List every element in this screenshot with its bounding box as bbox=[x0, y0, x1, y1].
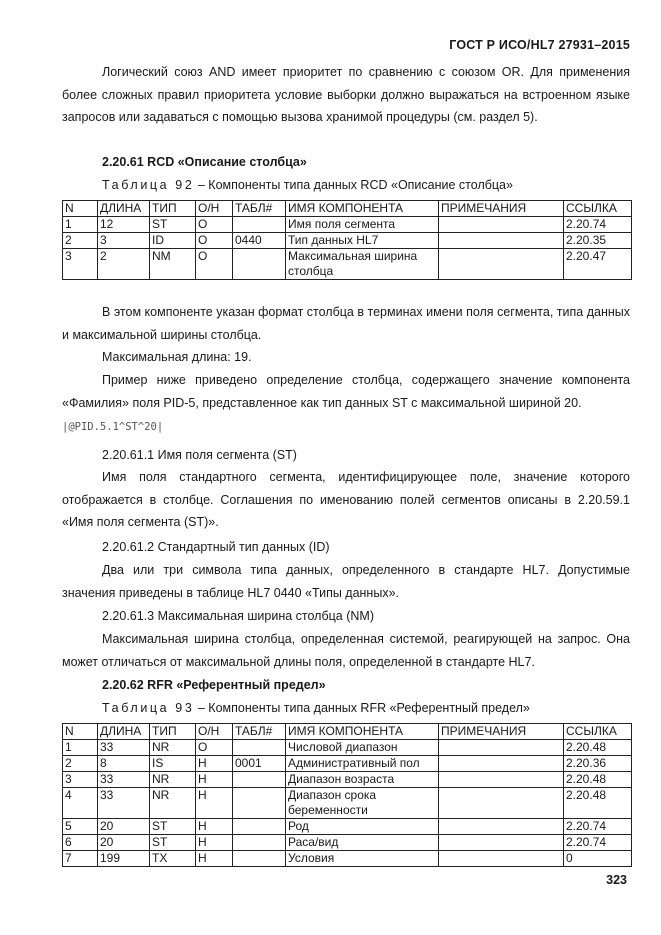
table-cell bbox=[233, 217, 286, 233]
subsection-heading-6102: 2.20.61.2 Стандартный тип данных (ID) bbox=[102, 540, 330, 554]
table-row bbox=[63, 772, 632, 788]
table-row bbox=[63, 756, 632, 772]
table-cell bbox=[439, 249, 564, 280]
col-header: N bbox=[63, 201, 98, 217]
table-cell bbox=[439, 819, 564, 835]
table-cell: Н bbox=[196, 835, 233, 851]
table-93-header-row bbox=[63, 724, 632, 740]
table-cell bbox=[439, 233, 564, 249]
table-cell: 2.20.74 bbox=[564, 835, 632, 851]
table-cell: NR bbox=[150, 788, 196, 819]
table-cell: Имя поля сегмента bbox=[286, 217, 439, 233]
table-cell: Административный пол bbox=[286, 756, 439, 772]
col-header: ССЫЛКА bbox=[564, 201, 632, 217]
table-cell: 2 bbox=[63, 756, 98, 772]
table-92-caption-label: Таблица 92 bbox=[102, 178, 195, 192]
table-row bbox=[63, 835, 632, 851]
table-cell: NR bbox=[150, 772, 196, 788]
paragraph-example: Пример ниже приведено определение столбца, содержащего значение компонента «Фамилия» поля PID-5, представленное как тип данных ST с максимальной шириной 20. bbox=[62, 373, 630, 410]
table-cell: 3 bbox=[63, 249, 98, 280]
table-cell: O bbox=[196, 217, 233, 233]
table-cell: 3 bbox=[63, 772, 98, 788]
table-cell: 5 bbox=[63, 819, 98, 835]
table-cell bbox=[233, 740, 286, 756]
col-header: ИМЯ КОМПОНЕНТА bbox=[286, 201, 439, 217]
table-cell: IS bbox=[150, 756, 196, 772]
table-cell: Условия bbox=[286, 851, 439, 867]
table-cell: 2.20.48 bbox=[564, 740, 632, 756]
table-cell: Диапазон срока беременности bbox=[286, 788, 439, 819]
table-row bbox=[63, 788, 632, 819]
table-cell bbox=[233, 835, 286, 851]
col-header: N bbox=[63, 724, 98, 740]
section-heading-rfr: 2.20.62 RFR «Референтный предел» bbox=[102, 678, 326, 692]
col-header: ИМЯ КОМПОНЕНТА bbox=[286, 724, 439, 740]
table-92-caption-text: – Компоненты типа данных RCD «Описание столбца» bbox=[194, 178, 513, 192]
table-92 bbox=[62, 200, 632, 280]
table-93-caption-text: – Компоненты типа данных RFR «Референтный предел» bbox=[194, 701, 530, 715]
table-93-caption bbox=[102, 701, 530, 715]
paragraph-max-length: Максимальная длина: 19. bbox=[102, 350, 252, 364]
table-cell: 3 bbox=[98, 233, 150, 249]
table-cell: 0440 bbox=[233, 233, 286, 249]
table-cell bbox=[439, 217, 564, 233]
col-header: ПРИМЕЧАНИЯ bbox=[439, 201, 564, 217]
table-cell: O bbox=[196, 233, 233, 249]
table-cell: Максимальная ширина столбца bbox=[286, 249, 439, 280]
intro-paragraph: Логический союз AND имеет приоритет по сравнению с союзом OR. Для применения более сложных правил приоритета условие выборки должно выражаться на встроенном языке запросов или задаваться с помощью вызова хранимой процедуры (см. раздел 5). bbox=[62, 65, 630, 124]
table-row bbox=[63, 740, 632, 756]
table-cell: Н bbox=[196, 851, 233, 867]
table-92-header-row bbox=[63, 201, 632, 217]
table-cell: 20 bbox=[98, 835, 150, 851]
table-cell: 2 bbox=[98, 249, 150, 280]
subsection-text-6103: Максимальная ширина столбца, определенная системой, реагирующей на запрос. Она может отличаться от максимальной длины поля, определенной в стандарте HL7. bbox=[62, 632, 630, 669]
table-cell: NM bbox=[150, 249, 196, 280]
table-cell: 1 bbox=[63, 217, 98, 233]
table-cell bbox=[233, 788, 286, 819]
table-row bbox=[63, 819, 632, 835]
subsection-text-6101: Имя поля стандартного сегмента, идентифицирующее поле, значение которого отображается в столбце. Соглашения по именованию полей сегментов описаны в 2.20.59.1 «Имя поля сегмента (ST)». bbox=[62, 470, 630, 529]
col-header: ДЛИНА bbox=[98, 201, 150, 217]
table-cell: 2.20.47 bbox=[564, 249, 632, 280]
page-number: 323 bbox=[606, 873, 627, 887]
table-cell: ST bbox=[150, 819, 196, 835]
table-cell bbox=[233, 819, 286, 835]
table-cell: Род bbox=[286, 819, 439, 835]
table-cell: Н bbox=[196, 788, 233, 819]
table-row bbox=[63, 217, 632, 233]
table-92-caption bbox=[102, 178, 513, 192]
table-cell bbox=[439, 756, 564, 772]
table-cell: 0001 bbox=[233, 756, 286, 772]
table-cell bbox=[439, 851, 564, 867]
table-cell: ST bbox=[150, 835, 196, 851]
table-cell: 199 bbox=[98, 851, 150, 867]
col-header: ТАБЛ# bbox=[233, 724, 286, 740]
table-cell: 6 bbox=[63, 835, 98, 851]
table-cell: Тип данных HL7 bbox=[286, 233, 439, 249]
table-row bbox=[63, 233, 632, 249]
subsection-heading-6103: 2.20.61.3 Максимальная ширина столбца (NM) bbox=[102, 609, 374, 623]
table-cell bbox=[233, 772, 286, 788]
table-cell: 1 bbox=[63, 740, 98, 756]
col-header: ТИП bbox=[150, 201, 196, 217]
table-cell: 12 bbox=[98, 217, 150, 233]
table-cell: 2.20.74 bbox=[564, 217, 632, 233]
table-cell: ST bbox=[150, 217, 196, 233]
subsection-heading-6101: 2.20.61.1 Имя поля сегмента (ST) bbox=[102, 448, 297, 462]
table-cell bbox=[439, 740, 564, 756]
table-cell: 2.20.35 bbox=[564, 233, 632, 249]
table-cell: Числовой диапазон bbox=[286, 740, 439, 756]
table-cell: Н bbox=[196, 772, 233, 788]
table-cell: 33 bbox=[98, 740, 150, 756]
col-header: О/Н bbox=[196, 201, 233, 217]
table-cell: 33 bbox=[98, 788, 150, 819]
document-header: ГОСТ Р ИСО/HL7 27931–2015 bbox=[449, 38, 630, 52]
table-cell: Раса/вид bbox=[286, 835, 439, 851]
paragraph-format: В этом компоненте указан формат столбца в терминах имени поля сегмента, типа данных и максимальной ширины столбца. bbox=[62, 305, 630, 342]
table-cell: NR bbox=[150, 740, 196, 756]
table-93-caption-label: Таблица 93 bbox=[102, 701, 195, 715]
col-header: ТИП bbox=[150, 724, 196, 740]
table-93 bbox=[62, 723, 632, 867]
table-cell: 2.20.48 bbox=[564, 788, 632, 819]
col-header: ДЛИНА bbox=[98, 724, 150, 740]
table-row bbox=[63, 249, 632, 280]
subsection-text-6102: Два или три символа типа данных, определенного в стандарте HL7. Допустимые значения приведены в таблице HL7 0440 «Типы данных». bbox=[62, 563, 630, 600]
table-cell: 7 bbox=[63, 851, 98, 867]
table-cell: O bbox=[196, 249, 233, 280]
table-cell: O bbox=[196, 740, 233, 756]
col-header: ПРИМЕЧАНИЯ bbox=[439, 724, 564, 740]
col-header: ССЫЛКА bbox=[564, 724, 632, 740]
table-cell: 20 bbox=[98, 819, 150, 835]
table-cell: 2 bbox=[63, 233, 98, 249]
table-cell bbox=[439, 788, 564, 819]
table-cell: Н bbox=[196, 819, 233, 835]
table-cell: 2.20.48 bbox=[564, 772, 632, 788]
table-cell: Диапазон возраста bbox=[286, 772, 439, 788]
col-header: О/Н bbox=[196, 724, 233, 740]
example-code: |@PID.5.1^ST^20| bbox=[62, 421, 164, 433]
table-cell bbox=[439, 772, 564, 788]
table-cell bbox=[233, 851, 286, 867]
col-header: ТАБЛ# bbox=[233, 201, 286, 217]
table-cell: 0 bbox=[564, 851, 632, 867]
section-heading-rcd: 2.20.61 RCD «Описание столбца» bbox=[102, 155, 307, 169]
table-row bbox=[63, 851, 632, 867]
table-cell bbox=[439, 835, 564, 851]
table-cell: ID bbox=[150, 233, 196, 249]
table-cell bbox=[233, 249, 286, 280]
table-cell: 2.20.36 bbox=[564, 756, 632, 772]
table-cell: 8 bbox=[98, 756, 150, 772]
table-cell: 33 bbox=[98, 772, 150, 788]
table-cell: Н bbox=[196, 756, 233, 772]
table-cell: 4 bbox=[63, 788, 98, 819]
table-cell: 2.20.74 bbox=[564, 819, 632, 835]
table-cell: TX bbox=[150, 851, 196, 867]
